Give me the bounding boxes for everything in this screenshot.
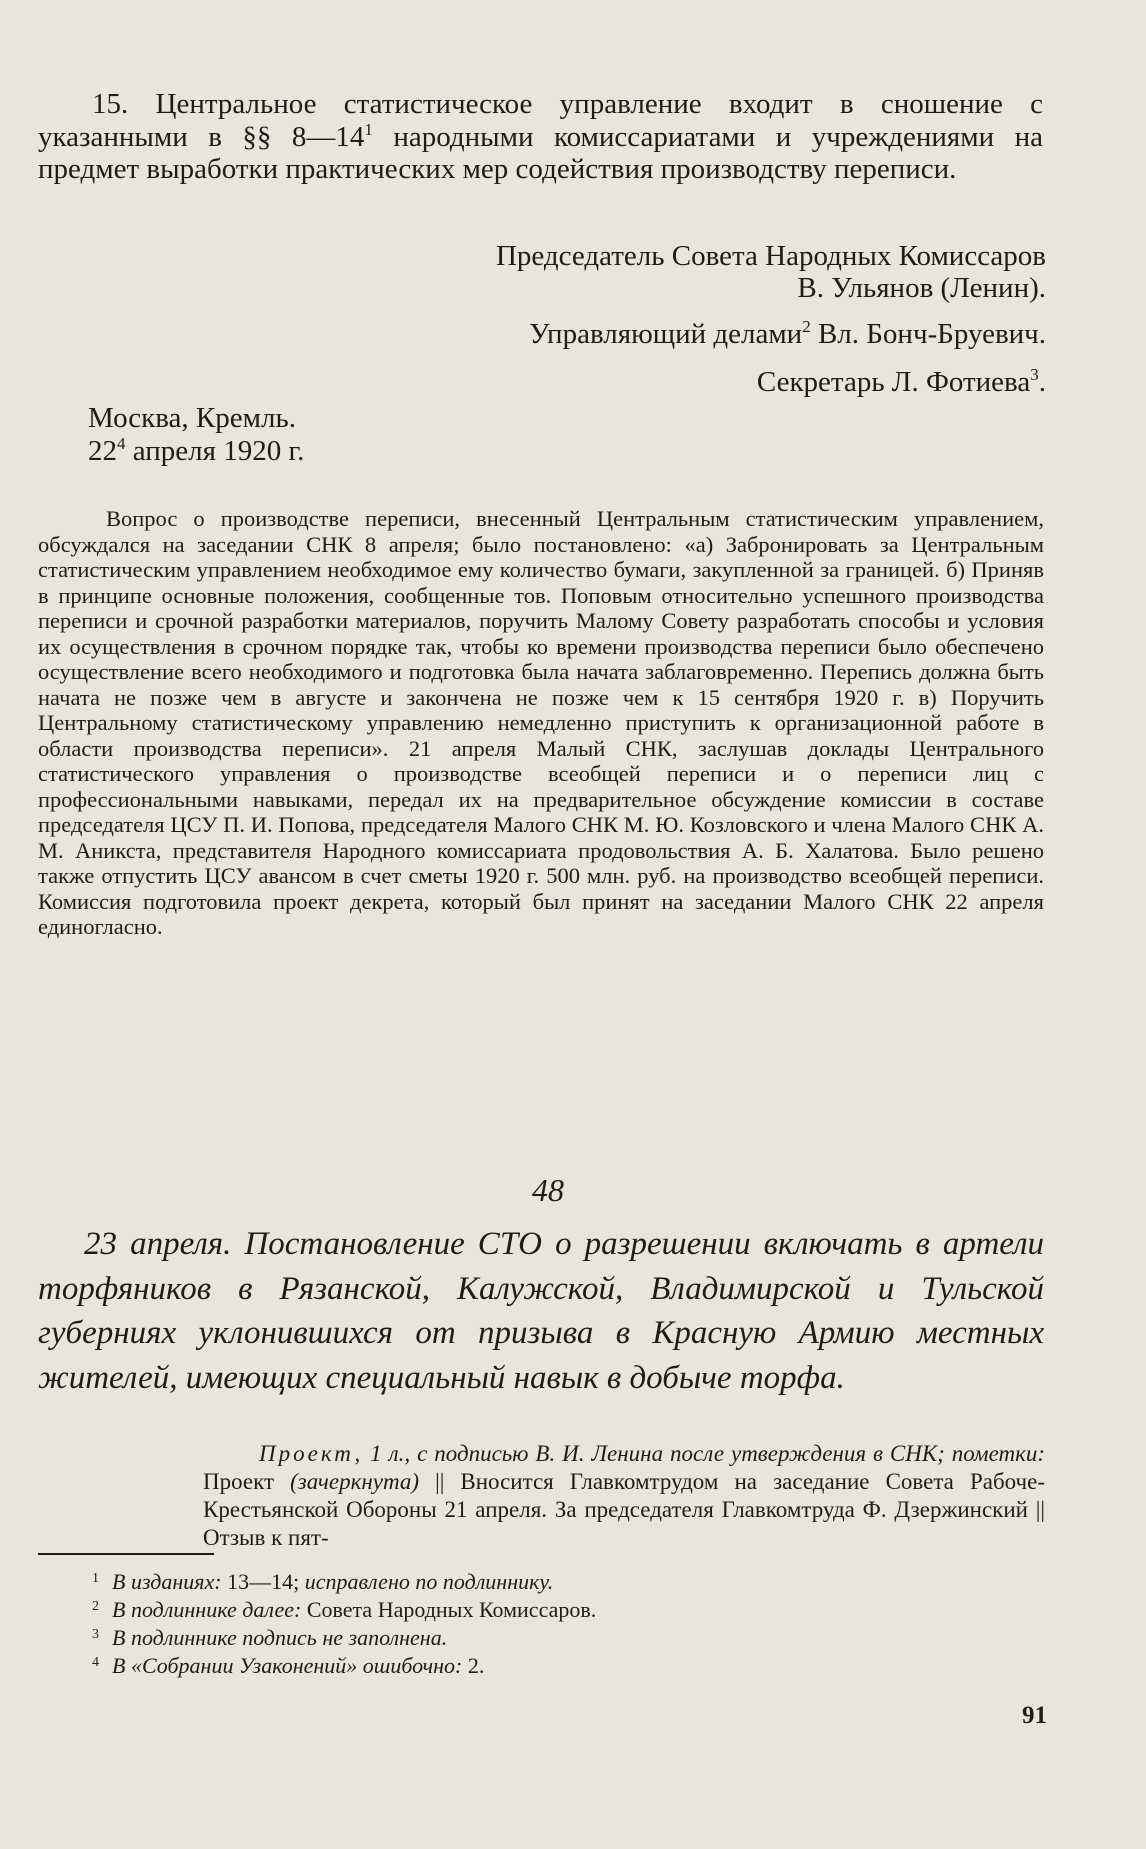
document-number: 48 [532, 1172, 564, 1208]
manager-signature [529, 318, 1046, 350]
footnote-divider [38, 1553, 214, 1555]
secretary-end: . [1038, 366, 1046, 398]
footnote-3: 3 В подлиннике подпись не заполнена. [92, 1625, 448, 1650]
source-struck-note: (зачеркнута) [290, 1469, 420, 1494]
footnote-ref-4[interactable]: 4 [117, 434, 126, 453]
archival-source: Проект, 1 л., с подписью В. И. Ленина после утверждения в СНК; пометки: Проект (зачеркнута) || Вносится Главкомтрудом на заседание Совета Рабоче-Крестьянской Обороны 21 апреля. За председателя Главкомтруда Ф. Дзержинский || Отзыв к пят- [203, 1441, 1045, 1550]
footnote-ref-2[interactable]: 2 [802, 317, 811, 336]
page-number: 91 [1022, 1702, 1047, 1729]
chair-name: В. Ульянов (Ленин). [797, 272, 1046, 304]
footnotes [92, 1568, 992, 1680]
footnote-ref-1[interactable]: 1 [364, 119, 373, 139]
footnote-1: 1 В изданиях: 13—14; исправлено по подлиннику. [92, 1569, 554, 1594]
footnote-4: 4 В «Собрании Узаконений» ошибочно: 2. [92, 1653, 485, 1678]
place-city: Москва, Кремль. [88, 402, 296, 434]
manager-title: Управляющий делами [529, 318, 803, 350]
article-text-end: народными комиссариатами и учреждениями на предмет выработки практических мер содействия производству переписи. [38, 120, 1044, 185]
secretary-name: Секретарь Л. Фотиева [756, 366, 1031, 398]
document-heading: 23 апреля. Постановление СТО о разрешении включать в артели торфяников в Рязанской, Калужской, Владимирской и Тульской губерниях уклонившихся от призыва в Красную Армию местных жителей, имеющих специальный навык в добыче торфа. [38, 1226, 1044, 1396]
document-date: $22^4$ апреля 1920 г. [88, 434, 305, 467]
manager-name: Вл. Бонч-Бруевич. [810, 318, 1046, 350]
editorial-note: Вопрос о производстве переписи, внесенный Центральным статистическим управлением, обсуждался на заседании СНК 8 апреля; было постановлено: «а) Забронировать за Центральным статистическим управлением необходимое ему количество бумаги, закупленной за границей. б) Приняв в принципе основные положения, сообщенные тов. Поповым относительно успешного производства переписи и срочной разработки материалов, поручить Малому Совету разработать способы и условия их осуществления в срочном порядке так, чтобы ко времени производства переписи было обеспечено осуществление всего необходимого и подготовка была начата заблаговременно. Перепись должна быть начата не позже чем в августе и закончена не позже чем к 15 сентября 1920 г. в) Поручить Центральному статистическому управлению немедленно приступить к организационной работе в области производства переписи». 21 апреля Малый СНК, заслушав доклады Центрального статистического управления о производстве всеобщей переписи и о переписи лиц с профессиональными навыками, передал их на предварительное обсуждение комиссии в составе председателя ЦСУ П. И. Попова, председателя Малого СНК М. Ю. Козловского и члена Малого СНК А. М. Аникста, представителя Народного комиссариата продовольствия А. Б. Халатова. Было решено также отпустить ЦСУ авансом в счет сметы 1920 г. 500 млн. руб. на производство всеобщей переписи. Комиссия подготовила проект декрета, который был принят на заседании Малого СНК 22 апреля единогласно. [38, 506, 1044, 939]
chair-title: Председатель Совета Народных Комиссаров [495, 240, 1046, 272]
footnote-ref-3[interactable]: 3 [1030, 365, 1039, 384]
chair-signature [496, 240, 1046, 304]
source-label: Проект, [259, 1441, 364, 1466]
article-15 [38, 88, 1043, 186]
article-text-start: 15. Центральное статистическое управление входит в сношение с указанными в §§ 8—14 [38, 88, 1043, 153]
secretary-signature [757, 366, 1046, 398]
footnote-2: 2 В подлиннике далее: Совета Народных Комиссаров. [92, 1597, 597, 1622]
place-and-date [88, 402, 304, 468]
